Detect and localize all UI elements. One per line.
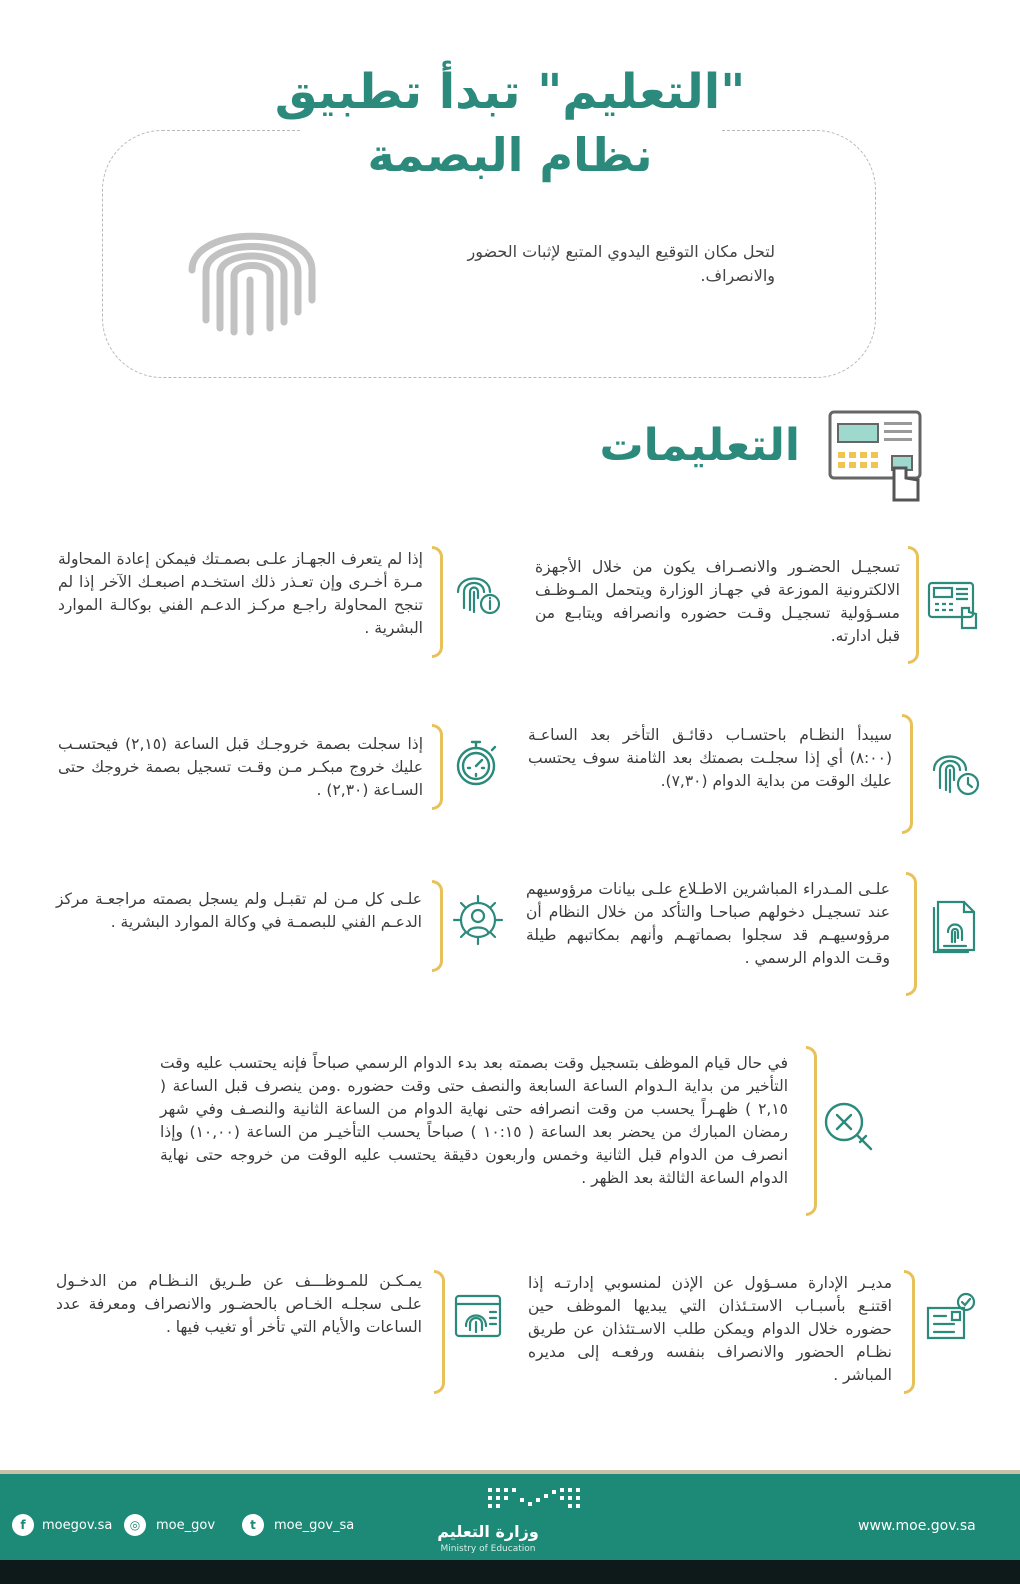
- ministry-logo-arabic: وزارة التعليم: [437, 1522, 539, 1541]
- instagram-icon[interactable]: ◎: [124, 1514, 146, 1536]
- instruction-text-8: مديـر الإدارة مسـؤول عن الإذن لمنسوبي إدارتـه إذا اقتنـع بأسبـاب الاستـئذان التي يبديها الموظف حين حضوره خلال الدوام ويمكن طلب الاسـتئذان عن طريق نظـام الحضور والانصراف بنفسه ورفعـه إلى مديره المباشر .: [528, 1274, 892, 1384]
- instruction-text-7: في حال قيام الموظف بتسجيل وقت بصمته بعد بدء الدوام الرسمي صباحاً فإنه يحتسب عليه وقت التأخير من بداية الـدوام الساعة السابعة والنصف حتى وقت حضوره .ومن ينصرف قبل الساعة ( ٢,١٥ ) ظهـراً يحسب من وقت انصرافه حتى نهاية الدوام من الساعة الثانية والنصـف وفي شهر رمضان المبارك من يحضر بعد الساعة ( ١٠:١٥ ) صباحاً يحسب التأخيـر من الساعة (١٠,٠٠) وإذا انصرف من الدوام قبل الثانية وخمس واربعون دقيقة يحتسب عليه الوقت من خروجه حتى نهاية الدوام الساعة الثالثة بعد الظهر .: [160, 1054, 788, 1187]
- twitter-icon[interactable]: t: [242, 1514, 264, 1536]
- instruction-bracket-6: [432, 880, 443, 972]
- stopwatch-icon: [450, 734, 506, 790]
- page-title: "التعليم" تبدأ تطبيق: [274, 64, 746, 120]
- instruction-bracket-4: [432, 724, 443, 810]
- twitter-link[interactable]: moe_gov_sa: [274, 1518, 355, 1533]
- fingerprint-document-icon: [928, 898, 984, 954]
- fingerprint-clock-icon: [928, 742, 984, 798]
- instagram-link[interactable]: moe_gov: [156, 1518, 216, 1533]
- approval-form-icon: [924, 1290, 980, 1346]
- instruction-bracket-9: [434, 1270, 445, 1394]
- support-gear-icon: [450, 892, 506, 948]
- facebook-icon[interactable]: f: [12, 1514, 34, 1536]
- search-cancel-icon: [822, 1100, 878, 1156]
- instruction-text-6: علـى كل مـن لم تقبـل ولم يسجل بصمته مراجعـة مركز الدعـم الفني للبصمـة في وكالة الموارد البشرية .: [56, 890, 422, 931]
- footer-divider: [0, 1470, 1020, 1474]
- terminal-icon: [926, 578, 982, 634]
- instruction-bracket-1: [908, 546, 919, 664]
- hero-description: لتحل مكان التوقيع اليدوي المتبع لإثبات الحضور والانصراف.: [467, 242, 775, 285]
- instruction-text-3: سيبدأ النظـام باحتسـاب دقائـق التأخر بعد الساعـة (٨:٠٠) أي إذا سجلـت بصمتك بعد الثامنة سوف يحتسب عليك الوقت من بداية الدوام (٧,٣٠).: [528, 726, 892, 790]
- fingerprint-screen-icon: [452, 1292, 508, 1348]
- instruction-bracket-7: [806, 1046, 817, 1216]
- instruction-text-4: إذا سجلت بصمة خروجـك قبل الساعة (٢,١٥) فيحتسـب عليك خروج مبكـر مـن وقـت تسجيل بصمة خروجك حتى السـاعة (٢,٣٠) .: [58, 735, 423, 799]
- page-subtitle-title: نظام البصمة: [367, 128, 653, 182]
- instruction-text-2: إذا لم يتعرف الجهـاز علـى بصمـتك فيمكن إعادة المحاولة مـرة أخـرى وإن تعـذر ذلك استخـدم اصبعـك الآخر إذا لم تنجح المحاولة راجـع مركـز الدعـم الفني بوكالـة الموارد البشرية .: [58, 550, 423, 637]
- instruction-text-1: تسجيـل الحضـور والانصـراف يكون من خلال الأجهزة الالكترونية الموزعة في جهـاز الوزارة ويتحمل المـوظـف مسـؤولية تسجيـل وقـت حضوره وانصرافه ويتابـع من قبل ادارته.: [535, 558, 900, 645]
- ministry-logo-icon: [486, 1484, 586, 1514]
- footer-bottom-strip: [0, 1560, 1020, 1584]
- fingerprint-icon: [172, 200, 332, 340]
- instruction-bracket-8: [904, 1270, 915, 1394]
- facebook-link[interactable]: moegov.sa: [42, 1518, 113, 1533]
- fingerprint-info-icon: [450, 562, 506, 618]
- section-title: التعليمات: [599, 420, 800, 471]
- website-link[interactable]: www.moe.gov.sa: [858, 1518, 976, 1534]
- instruction-text-5: علـى المـدراء المباشرين الاطـلاع علـى بيانات مرؤوسيهم عند تسجيـل دخولهم صباحـا والتأكد من خلال النظام أن مرؤوسيهـم قد سجلوا بصماتهـم وأنهم بمكاتبهم طيلة وقـت الدوام الرسمي .: [526, 880, 890, 967]
- instruction-text-9: يمـكـن للمـوظـــف عن طـريق النـظـام من الدخـول علـى سجلـه الخـاص بالحضـور والانصراف ومعرفة عدد الساعات والأيام التي تأخر أو تغيب فيها .: [56, 1272, 422, 1336]
- terminal-touch-icon: [826, 408, 926, 516]
- ministry-logo-english: Ministry of Education: [440, 1544, 536, 1554]
- instruction-bracket-2: [432, 546, 443, 658]
- instruction-bracket-3: [902, 714, 913, 834]
- instruction-bracket-5: [906, 872, 917, 996]
